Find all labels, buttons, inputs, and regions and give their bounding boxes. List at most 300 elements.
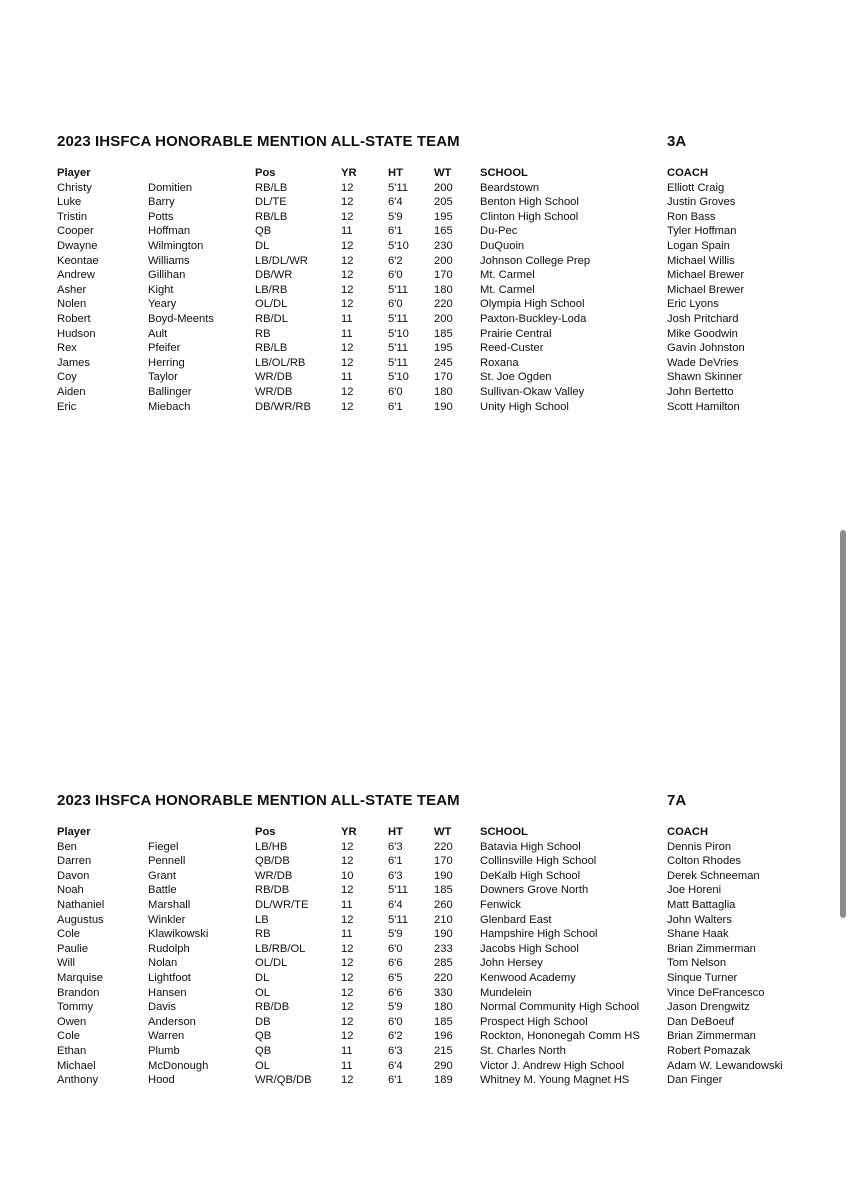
player-height: 5'9 — [388, 210, 403, 223]
player-weight: 330 — [434, 986, 453, 999]
player-position: QB — [255, 225, 272, 238]
table-row — [0, 254, 850, 269]
player-last-name: Davis — [148, 1001, 176, 1014]
player-last-name: Plumb — [148, 1044, 180, 1057]
player-last-name: Anderson — [148, 1015, 196, 1028]
player-coach: Brian Zimmerman — [667, 1030, 756, 1043]
player-year: 12 — [341, 298, 354, 311]
table-header-row — [0, 825, 850, 840]
section-header — [0, 792, 850, 816]
header-pos: Pos — [255, 167, 276, 179]
player-last-name: Hood — [148, 1074, 175, 1087]
player-coach: Josh Pritchard — [667, 312, 739, 325]
player-height: 6'1 — [388, 855, 403, 868]
player-school: Collinsville High School — [480, 855, 597, 868]
player-coach: Michael Willis — [667, 254, 735, 267]
player-position: LB/RB — [255, 283, 288, 296]
player-weight: 195 — [434, 342, 453, 355]
player-school: Roxana — [480, 356, 519, 369]
player-height: 6'5 — [388, 971, 403, 984]
player-last-name: Marshall — [148, 898, 191, 911]
player-first-name: Ethan — [57, 1044, 87, 1057]
player-year: 11 — [341, 225, 353, 238]
table-row — [0, 986, 850, 1001]
player-school: Rockton, Hononegah Comm HS — [480, 1030, 640, 1043]
player-year: 12 — [341, 196, 354, 209]
table-row — [0, 268, 850, 283]
table-row — [0, 913, 850, 928]
player-first-name: Cole — [57, 1030, 81, 1043]
player-year: 12 — [341, 181, 354, 194]
player-school: John Hersey — [480, 957, 543, 970]
table-row — [0, 1044, 850, 1059]
player-last-name: Warren — [148, 1030, 185, 1043]
player-coach: Logan Spain — [667, 239, 730, 252]
player-year: 12 — [341, 269, 354, 282]
player-weight: 170 — [434, 855, 453, 868]
player-coach: John Walters — [667, 913, 732, 926]
player-first-name: Tristin — [57, 210, 88, 223]
player-weight: 220 — [434, 971, 453, 984]
player-last-name: Kight — [148, 283, 174, 296]
player-first-name: Marquise — [57, 971, 104, 984]
player-last-name: Battle — [148, 884, 177, 897]
player-height: 6'1 — [388, 1074, 403, 1087]
player-coach: Brian Zimmerman — [667, 942, 756, 955]
player-school: Paxton-Buckley-Loda — [480, 312, 587, 325]
table-row — [0, 283, 850, 298]
player-weight: 185 — [434, 884, 453, 897]
player-weight: 260 — [434, 898, 453, 911]
player-school: Prairie Central — [480, 327, 552, 340]
player-first-name: Eric — [57, 400, 77, 413]
player-height: 5'11 — [388, 181, 408, 194]
table-row — [0, 854, 850, 869]
player-coach: Matt Battaglia — [667, 898, 736, 911]
header-ht: HT — [388, 167, 403, 179]
player-height: 6'4 — [388, 196, 403, 209]
player-position: RB/LB — [255, 181, 288, 194]
player-school: Mt. Carmel — [480, 269, 535, 282]
player-first-name: Cooper — [57, 225, 94, 238]
table-row — [0, 400, 850, 415]
player-position: LB — [255, 913, 269, 926]
player-height: 6'4 — [388, 898, 403, 911]
header-wt: WT — [434, 826, 452, 838]
header-school: SCHOOL — [480, 167, 528, 179]
player-weight: 170 — [434, 269, 453, 282]
player-position: RB — [255, 928, 271, 941]
table-row — [0, 1073, 850, 1088]
player-weight: 195 — [434, 210, 453, 223]
player-last-name: Potts — [148, 210, 174, 223]
player-first-name: Darren — [57, 855, 92, 868]
player-position: LB/DL/WR — [255, 254, 308, 267]
player-school: Prospect High School — [480, 1015, 588, 1028]
player-position: WR/DB — [255, 371, 293, 384]
player-weight: 220 — [434, 840, 453, 853]
table-row — [0, 1029, 850, 1044]
player-height: 5'11 — [388, 356, 408, 369]
header-coach: COACH — [667, 826, 709, 838]
player-coach: Vince DeFrancesco — [667, 986, 765, 999]
player-position: OL — [255, 1059, 270, 1072]
player-weight: 190 — [434, 400, 453, 413]
player-last-name: Hoffman — [148, 225, 191, 238]
player-school: Benton High School — [480, 196, 579, 209]
player-coach: Michael Brewer — [667, 269, 745, 282]
player-height: 6'2 — [388, 1030, 403, 1043]
player-weight: 233 — [434, 942, 453, 955]
player-last-name: Winkler — [148, 913, 186, 926]
player-coach: Tom Nelson — [667, 957, 727, 970]
player-first-name: Brandon — [57, 986, 100, 999]
player-school: Du-Pec — [480, 225, 518, 238]
section-title: 2023 IHSFCA HONORABLE MENTION ALL-STATE TEAM — [57, 133, 460, 150]
section-7a — [0, 792, 850, 1087]
player-year: 12 — [341, 971, 354, 984]
header-coach: COACH — [667, 167, 709, 179]
player-last-name: Lightfoot — [148, 971, 191, 984]
player-height: 6'6 — [388, 957, 403, 970]
class-label: 3A — [667, 133, 687, 150]
player-coach: Tyler Hoffman — [667, 225, 737, 238]
table-row — [0, 1000, 850, 1015]
table-header-row — [0, 166, 850, 181]
player-year: 12 — [341, 884, 354, 897]
player-year: 11 — [341, 898, 353, 911]
player-first-name: Will — [57, 957, 76, 970]
player-coach: Sinque Turner — [667, 971, 738, 984]
player-school: DeKalb High School — [480, 869, 581, 882]
table-row — [0, 224, 850, 239]
player-height: 6'0 — [388, 942, 403, 955]
player-coach: Ron Bass — [667, 210, 716, 223]
player-last-name: Grant — [148, 869, 176, 882]
player-position: LB/HB — [255, 840, 288, 853]
player-year: 12 — [341, 283, 354, 296]
player-first-name: Andrew — [57, 269, 95, 282]
class-label: 7A — [667, 792, 687, 809]
player-height: 6'0 — [388, 269, 403, 282]
table-row — [0, 956, 850, 971]
player-position: QB — [255, 1044, 272, 1057]
player-weight: 190 — [434, 869, 453, 882]
player-coach: John Bertetto — [667, 385, 734, 398]
player-first-name: Luke — [57, 196, 82, 209]
player-first-name: Davon — [57, 869, 90, 882]
player-position: OL/DL — [255, 298, 288, 311]
table-row — [0, 898, 850, 913]
header-yr: YR — [341, 167, 357, 179]
player-height: 5'9 — [388, 928, 403, 941]
player-coach: Justin Groves — [667, 196, 736, 209]
player-year: 11 — [341, 1059, 353, 1072]
player-school: Unity High School — [480, 400, 569, 413]
player-coach: Dan DeBoeuf — [667, 1015, 735, 1028]
player-position: DL/TE — [255, 196, 287, 209]
player-height: 5'9 — [388, 1001, 403, 1014]
player-first-name: Augustus — [57, 913, 104, 926]
player-school: Hampshire High School — [480, 928, 598, 941]
player-year: 11 — [341, 327, 353, 340]
player-last-name: Pfeifer — [148, 342, 181, 355]
player-weight: 180 — [434, 385, 453, 398]
player-first-name: Robert — [57, 312, 91, 325]
player-first-name: Asher — [57, 283, 87, 296]
player-weight: 170 — [434, 371, 453, 384]
player-height: 6'1 — [388, 400, 403, 413]
player-first-name: Dwayne — [57, 239, 98, 252]
player-last-name: Ballinger — [148, 385, 192, 398]
player-weight: 189 — [434, 1074, 453, 1087]
player-school: Normal Community High School — [480, 1001, 640, 1014]
player-school: Clinton High School — [480, 210, 579, 223]
section-title: 2023 IHSFCA HONORABLE MENTION ALL-STATE TEAM — [57, 792, 460, 809]
player-weight: 220 — [434, 298, 453, 311]
player-weight: 180 — [434, 283, 453, 296]
player-first-name: Owen — [57, 1015, 87, 1028]
player-position: QB/DB — [255, 855, 290, 868]
table-row — [0, 385, 850, 400]
player-year: 12 — [341, 1015, 354, 1028]
table-row — [0, 1015, 850, 1030]
player-weight: 230 — [434, 239, 453, 252]
player-last-name: Domitien — [148, 181, 193, 194]
player-last-name: Klawikowski — [148, 928, 209, 941]
player-height: 5'11 — [388, 342, 408, 355]
player-weight: 185 — [434, 327, 453, 340]
header-wt: WT — [434, 167, 452, 179]
player-weight: 180 — [434, 1001, 453, 1014]
player-height: 6'0 — [388, 298, 403, 311]
player-weight: 215 — [434, 1044, 453, 1057]
player-last-name: Pennell — [148, 855, 186, 868]
player-school: Kenwood Academy — [480, 971, 576, 984]
player-school: Jacobs High School — [480, 942, 579, 955]
player-year: 12 — [341, 840, 354, 853]
player-weight: 285 — [434, 957, 453, 970]
player-position: WR/DB — [255, 869, 293, 882]
player-coach: Shawn Skinner — [667, 371, 743, 384]
player-year: 12 — [341, 957, 354, 970]
player-year: 12 — [341, 855, 354, 868]
roster-table — [0, 166, 850, 414]
player-position: RB/LB — [255, 210, 288, 223]
player-position: WR/DB — [255, 385, 293, 398]
player-position: DL/WR/TE — [255, 898, 309, 911]
player-position: RB/LB — [255, 342, 288, 355]
player-coach: Shane Haak — [667, 928, 729, 941]
player-last-name: Ault — [148, 327, 168, 340]
player-first-name: Christy — [57, 181, 92, 194]
player-school: Olympia High School — [480, 298, 585, 311]
header-yr: YR — [341, 826, 357, 838]
player-first-name: Keontae — [57, 254, 99, 267]
table-row — [0, 181, 850, 196]
player-first-name: Hudson — [57, 327, 96, 340]
section-header — [0, 133, 850, 157]
player-year: 12 — [341, 913, 354, 926]
player-year: 12 — [341, 986, 354, 999]
player-height: 5'11 — [388, 283, 408, 296]
player-position: DB/WR — [255, 269, 293, 282]
player-coach: Mike Goodwin — [667, 327, 738, 340]
player-school: Fenwick — [480, 898, 522, 911]
table-row — [0, 840, 850, 855]
player-first-name: Coy — [57, 371, 77, 384]
player-year: 12 — [341, 239, 354, 252]
player-year: 10 — [341, 869, 354, 882]
player-coach: Robert Pomazak — [667, 1044, 751, 1057]
header-player: Player — [57, 167, 91, 179]
player-position: RB — [255, 327, 271, 340]
player-year: 12 — [341, 385, 354, 398]
player-year: 12 — [341, 356, 354, 369]
player-year: 11 — [341, 1044, 353, 1057]
player-weight: 290 — [434, 1059, 453, 1072]
player-position: DB — [255, 1015, 271, 1028]
player-school: Reed-Custer — [480, 342, 544, 355]
player-weight: 205 — [434, 196, 453, 209]
player-height: 6'6 — [388, 986, 403, 999]
player-first-name: Noah — [57, 884, 84, 897]
player-year: 11 — [341, 371, 353, 384]
table-row — [0, 370, 850, 385]
player-height: 6'3 — [388, 869, 403, 882]
player-last-name: Wilmington — [148, 239, 204, 252]
player-height: 5'11 — [388, 312, 408, 325]
player-first-name: Anthony — [57, 1074, 99, 1087]
player-coach: Derek Schneeman — [667, 869, 760, 882]
player-last-name: Barry — [148, 196, 175, 209]
player-school: Sullivan-Okaw Valley — [480, 385, 585, 398]
player-first-name: Rex — [57, 342, 77, 355]
player-year: 11 — [341, 312, 353, 325]
player-coach: Jason Drengwitz — [667, 1001, 750, 1014]
player-first-name: Paulie — [57, 942, 89, 955]
player-school: Mundelein — [480, 986, 532, 999]
player-first-name: Aiden — [57, 385, 86, 398]
header-player: Player — [57, 826, 91, 838]
table-row — [0, 312, 850, 327]
player-year: 12 — [341, 1001, 354, 1014]
player-first-name: Cole — [57, 928, 81, 941]
player-position: RB/DB — [255, 884, 290, 897]
player-height: 5'11 — [388, 884, 408, 897]
player-coach: Elliott Craig — [667, 181, 725, 194]
player-school: Johnson College Prep — [480, 254, 591, 267]
player-year: 12 — [341, 254, 354, 267]
player-coach: Michael Brewer — [667, 283, 745, 296]
section-3a — [0, 133, 850, 413]
player-last-name: McDonough — [148, 1059, 209, 1072]
player-first-name: Michael — [57, 1059, 96, 1072]
player-school: St. Charles North — [480, 1044, 566, 1057]
player-school: Victor J. Andrew High School — [480, 1059, 625, 1072]
player-school: Batavia High School — [480, 840, 581, 853]
player-height: 6'3 — [388, 1044, 403, 1057]
player-year: 12 — [341, 210, 354, 223]
player-coach: Eric Lyons — [667, 298, 719, 311]
player-school: St. Joe Ogden — [480, 371, 552, 384]
player-height: 5'10 — [388, 371, 409, 384]
player-school: DuQuoin — [480, 239, 525, 252]
player-position: WR/QB/DB — [255, 1074, 312, 1087]
player-school: Whitney M. Young Magnet HS — [480, 1074, 630, 1087]
player-school: Mt. Carmel — [480, 283, 535, 296]
player-position: DL — [255, 239, 270, 252]
header-ht: HT — [388, 826, 403, 838]
player-last-name: Hansen — [148, 986, 187, 999]
player-coach: Scott Hamilton — [667, 400, 740, 413]
player-weight: 200 — [434, 254, 453, 267]
player-position: DB/WR/RB — [255, 400, 311, 413]
roster-table — [0, 825, 850, 1088]
player-last-name: Herring — [148, 356, 185, 369]
player-height: 6'1 — [388, 225, 403, 238]
table-body — [0, 840, 850, 1088]
player-height: 5'10 — [388, 239, 409, 252]
player-position: RB/DL — [255, 312, 288, 325]
player-weight: 210 — [434, 913, 453, 926]
player-last-name: Miebach — [148, 400, 191, 413]
player-first-name: Nolen — [57, 298, 87, 311]
player-first-name: James — [57, 356, 90, 369]
player-last-name: Williams — [148, 254, 190, 267]
player-first-name: Tommy — [57, 1001, 94, 1014]
table-row — [0, 869, 850, 884]
table-row — [0, 971, 850, 986]
player-position: OL — [255, 986, 270, 999]
player-school: Glenbard East — [480, 913, 552, 926]
player-coach: Wade DeVries — [667, 356, 739, 369]
player-height: 6'2 — [388, 254, 403, 267]
player-weight: 190 — [434, 928, 453, 941]
player-position: QB — [255, 1030, 272, 1043]
player-school: Downers Grove North — [480, 884, 589, 897]
header-pos: Pos — [255, 826, 276, 838]
player-height: 6'4 — [388, 1059, 403, 1072]
player-year: 12 — [341, 942, 354, 955]
player-year: 12 — [341, 1074, 354, 1087]
player-weight: 165 — [434, 225, 453, 238]
player-year: 12 — [341, 1030, 354, 1043]
player-last-name: Boyd-Meents — [148, 312, 214, 325]
table-row — [0, 927, 850, 942]
table-row — [0, 327, 850, 342]
player-position: DL — [255, 971, 270, 984]
player-weight: 200 — [434, 181, 453, 194]
player-weight: 200 — [434, 312, 453, 325]
player-height: 5'11 — [388, 913, 408, 926]
player-last-name: Gillihan — [148, 269, 186, 282]
vertical-scrollbar[interactable] — [840, 530, 846, 918]
table-row — [0, 239, 850, 254]
player-coach: Dennis Piron — [667, 840, 732, 853]
table-row — [0, 297, 850, 312]
player-height: 5'10 — [388, 327, 409, 340]
player-last-name: Yeary — [148, 298, 177, 311]
table-body — [0, 181, 850, 415]
player-coach: Gavin Johnston — [667, 342, 745, 355]
player-first-name: Nathaniel — [57, 898, 105, 911]
table-row — [0, 195, 850, 210]
player-position: RB/DB — [255, 1001, 290, 1014]
player-year: 12 — [341, 342, 354, 355]
player-last-name: Rudolph — [148, 942, 190, 955]
player-last-name: Nolan — [148, 957, 178, 970]
